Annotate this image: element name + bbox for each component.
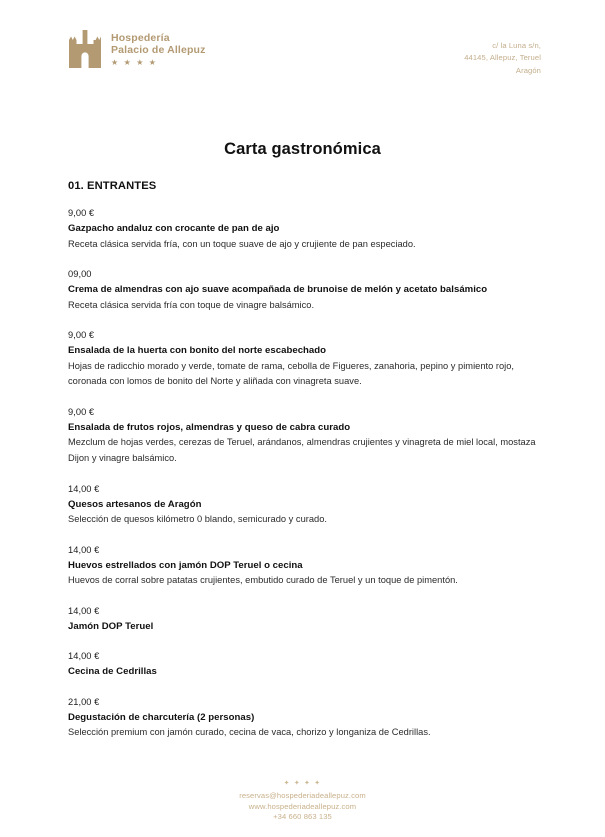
item-name: Ensalada de la huerta con bonito del norte escabechado	[68, 345, 327, 357]
item-price: 14,00 €	[68, 483, 100, 494]
menu-item	[68, 206, 540, 252]
item-price: 21,00 €	[68, 696, 100, 707]
item-description: Hojas de radicchio morado y verde, tomate de rama, cebolla de Figueres, zanahoria, pepino y pimiento rojo, coronada con lomos de bonito del Norte y aliñada con vinagreta suave.	[68, 360, 515, 387]
item-name: Huevos estrellados con jamón DOP Teruel o cecina	[68, 559, 303, 571]
item-name: Crema de almendras con ajo suave acompañada de brunoise de melón y acetato balsámico	[68, 284, 488, 296]
item-name: Cecina de Cedrillas	[68, 666, 157, 678]
footer-website[interactable]: www.hospederiadeallepuz.com	[248, 801, 357, 811]
item-name: Degustación de charcutería (2 personas)	[68, 711, 255, 723]
page-footer	[0, 779, 605, 823]
address-line-city: 44145, Allepuz, Teruel	[464, 53, 541, 63]
menu-item	[68, 543, 540, 589]
item-description: Selección premium con jamón curado, cecina de vaca, chorizo y longaniza de Cedrillas.	[68, 727, 431, 738]
menu-item	[68, 604, 540, 635]
item-price: 9,00 €	[68, 406, 95, 417]
footer-email[interactable]: reservas@hospederiadeallepuz.com	[239, 791, 366, 801]
item-price: 09,00	[68, 269, 92, 280]
menu-item	[68, 649, 540, 680]
brand-star-rating: ★ ★ ★ ★	[111, 58, 158, 68]
page-title: Carta gastronómica	[224, 140, 381, 158]
item-price: 9,00 €	[68, 330, 95, 341]
brand-name-line-2: Palacio de Allepuz	[111, 44, 206, 56]
address-line-street: c/ la Luna s/n,	[492, 41, 541, 50]
menu-item	[68, 482, 540, 528]
menu-item	[68, 695, 540, 741]
page-header	[68, 30, 541, 92]
menu-item	[68, 405, 540, 467]
menu-item	[68, 267, 540, 313]
menu-content	[68, 180, 540, 741]
item-name: Ensalada de frutos rojos, almendras y queso de cabra curado	[68, 421, 351, 433]
item-name: Jamón DOP Teruel	[68, 620, 154, 632]
item-description: Receta clásica servida fría, con un toque suave de ajo y crujiente de pan especiado.	[68, 238, 416, 249]
item-name: Quesos artesanos de Aragón	[68, 498, 202, 510]
item-description: Huevos de corral sobre patatas crujientes, embutido curado de Teruel y un toque de pimentón.	[68, 575, 458, 586]
item-description: Selección de quesos kilómetro 0 blando, semicurado y curado.	[68, 514, 327, 525]
brand-name-line-1: Hospedería	[111, 31, 170, 44]
item-name: Gazpacho andaluz con crocante de pan de ajo	[68, 223, 280, 234]
item-price: 9,00 €	[68, 208, 95, 218]
header-address	[464, 30, 541, 77]
address-line-region: Aragón	[515, 65, 541, 75]
palace-arches-logo-icon	[68, 30, 102, 68]
menu-item	[68, 328, 540, 390]
section-heading-entrantes: 01. ENTRANTES	[68, 180, 157, 192]
menu-item-list	[68, 206, 540, 741]
brand-text	[111, 31, 206, 68]
item-description: Mezclum de hojas verdes, cerezas de Teruel, arándanos, almendras crujientes y vinagreta de miel local, mostaza Dijon y vinagre balsámico.	[68, 437, 536, 463]
footer-phone[interactable]: +34 660 863 135	[273, 812, 332, 822]
item-price: 14,00 €	[68, 651, 100, 662]
item-price: 14,00 €	[68, 605, 100, 616]
footer-stars-icon: ✦ ✦ ✦ ✦	[283, 780, 322, 788]
brand-lockup	[68, 30, 206, 68]
item-description: Receta clásica servida fría con toque de vinagre balsámico.	[68, 299, 315, 310]
item-price: 14,00 €	[68, 544, 100, 555]
